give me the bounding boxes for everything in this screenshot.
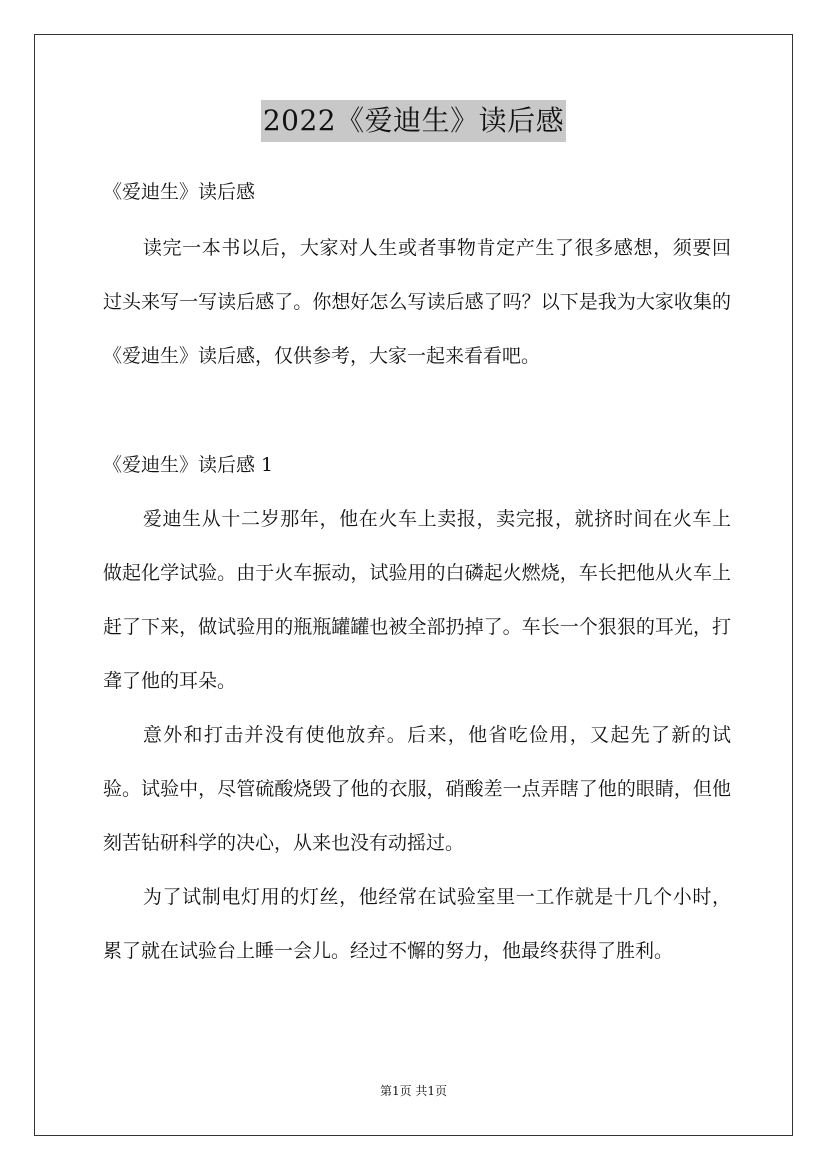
body-paragraph-2: 意外和打击并没有使他放弃。后来，他省吃俭用，又起先了新的试验。试验中，尽管硫酸烧毁了他的衣服，硝酸差一点弄瞎了他的眼睛，但他刻苦钻研科学的决心，从来也没有动摇过。 xyxy=(103,724,731,854)
page-number: 第1页 共1页 xyxy=(379,1084,448,1098)
title-container xyxy=(0,100,827,142)
body-paragraph-3: 为了试制电灯用的灯丝，他经常在试验室里一工作就是十几个小时，累了就在试验台上睡一会儿。经过不懈的努力，他最终获得了胜利。 xyxy=(103,886,731,962)
intro-paragraph: 读完一本书以后，大家对人生或者事物肯定产生了很多感想，须要回过头来写一写读后感了。你想好怎么写读后感了吗？以下是我为大家收集的《爱迪生》读后感，仅供参考，大家一起来看看吧。 xyxy=(103,237,731,367)
intro-heading: 《爱迪生》读后感 xyxy=(103,181,256,203)
document-title: 2022《爱迪生》读后感 xyxy=(261,100,566,142)
body-paragraph-1: 爱迪生从十二岁那年，他在火车上卖报，卖完报，就挤时间在火车上做起化学试验。由于火车振动，试验用的白磷起火燃烧，车长把他从火车上赶了下来，做试验用的瓶瓶罐罐也被全部扔掉了。车长一个狠狠的耳光，打聋了他的耳朵。 xyxy=(103,508,731,692)
section-heading: 《爱迪生》读后感 1 xyxy=(103,454,274,476)
